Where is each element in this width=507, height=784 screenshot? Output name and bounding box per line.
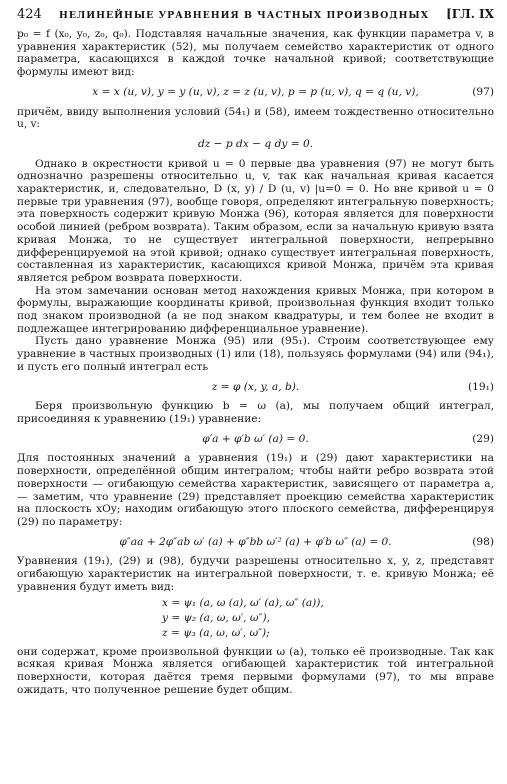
monge-curve-system — [162, 597, 494, 639]
equation-98-body: φ″aa + 2φ″ab ω′ (a) + φ″bb ω′² (a) + φ′b ω″ (a) = 0. — [119, 535, 392, 548]
system-line-x: x = ψ₁ (a, ω (a), ω′ (a), ω″ (a)), — [162, 597, 324, 610]
paragraph-1: p₀ = f (x₀, y₀, z₀, q₀). Подставляя начальные значения, как функции параметра v, в уравнения характеристик (52), мы получаем семейство характеристик от одного параметра, касающихся в каждой точке начальной кривой; соответствующие формулы имеют вид: — [17, 28, 494, 79]
paragraph-5: Пусть дано уравнение Монжа (95) или (95₁). Строим соответствующее ему уравнение в частных производных (1) или (18), пользуясь формулами (94) или (94₁), и пусть его полный интеграл есть — [17, 335, 494, 373]
equation-29-body: φ′a + φ′b ω′ (a) = 0. — [202, 432, 309, 445]
running-title: НЕЛИНЕЙНЫЕ УРАВНЕНИЯ В ЧАСТНЫХ ПРОИЗВОДНЫХ — [58, 10, 429, 21]
equation-98-number: (98) — [472, 535, 494, 548]
system-line-z: z = ψ₃ (a, ω, ω′, ω″); — [162, 626, 270, 639]
chapter-label: [ГЛ. IX — [446, 7, 494, 21]
equation-19-1 — [17, 381, 494, 394]
equation-97 — [17, 86, 494, 99]
page-number: 424 — [17, 7, 42, 22]
equation-19-1-number: (19₁) — [468, 380, 494, 393]
paragraph-7: Для постоянных значений a уравнения (19₁) и (29) дают характеристики на поверхности, определённой общим интегралом; чтобы найти ребро возврата этой поверхности — огибающую семейства характеристик, зависящего от параметра a, — заметим, что уравнение (29) представляет проекцию семейства характеристик на плоскость xOy; находим огибающую этого плоского семейства, дифференцируя (29) по параметру: — [17, 452, 494, 528]
system-line-y: y = ψ₂ (a, ω, ω′, ω″), — [162, 612, 270, 625]
equation-dz-body: dz − p dx − q dy = 0. — [197, 137, 314, 150]
paragraph-9: они содержат, кроме произвольной функции ω (a), только её производные. Так как всякая кривая Монжа является огибающей характеристик той интегральной поверхности, которая даётся тремя первыми формулами (97), то мы вправе ожидать, что полученное решение будет общим. — [17, 645, 494, 696]
equation-98 — [17, 536, 494, 549]
equation-29-number: (29) — [472, 432, 494, 445]
paragraph-6: Беря произвольную функцию b = ω (a), мы получаем общий интеграл, присоединяя к уравнению (19₁) уравнение: — [17, 400, 494, 425]
equation-97-number: (97) — [472, 85, 494, 98]
equation-29 — [17, 433, 494, 446]
equation-dz — [17, 138, 494, 151]
equation-19-1-body: z = φ (x, y, a, b). — [211, 380, 300, 393]
paragraph-8: Уравнения (19₁), (29) и (98), будучи разрешены относительно x, y, z, представят огибающую характеристик на интегральной поверхности, т. е. кривую Монжа; её уравнения будут иметь вид: — [17, 555, 494, 593]
paragraph-2: причём, ввиду выполнения условий (54₁) и (58), имеем тождественно относительно u, v: — [17, 105, 494, 131]
running-header — [17, 8, 494, 28]
equation-97-body: x = x (u, v), y = y (u, v), z = z (u, v), p = p (u, v), q = q (u, v), — [92, 85, 419, 98]
paragraph-3: Однако в окрестности кривой u = 0 первые два уравнения (97) не могут быть однозначно разрешены относительно u, v, так как начальная кривая касается характеристик, и, следовательно, D (x, y) / D (u, v) |u=0 = 0. Но вне кривой u = 0 первые три уравнения (97), вообще говоря, определяют интегральную поверхность; эта поверхность содержит кривую Монжа (96), которая является для поверхности особой линией (ребром возврата). Таким образом, если за начальную кривую взята кривая Монжа, то не существует интегральной поверхности, непрерывно дифференцируемой на этой кривой; однако существует интегральная поверхность, составленная из характеристик, касающихся кривой Монжа, причём эта кривая является ребром возврата поверхности. — [17, 157, 494, 284]
paragraph-4: На этом замечании основан метод нахождения кривых Монжа, при котором в формулы, выражающие координаты кривой, произвольная функция входит только под знаком производной (а не под знаком квадратуры, и тем более не входит в подлежащее интегрированию дифференциальное уравнение). — [17, 284, 494, 335]
